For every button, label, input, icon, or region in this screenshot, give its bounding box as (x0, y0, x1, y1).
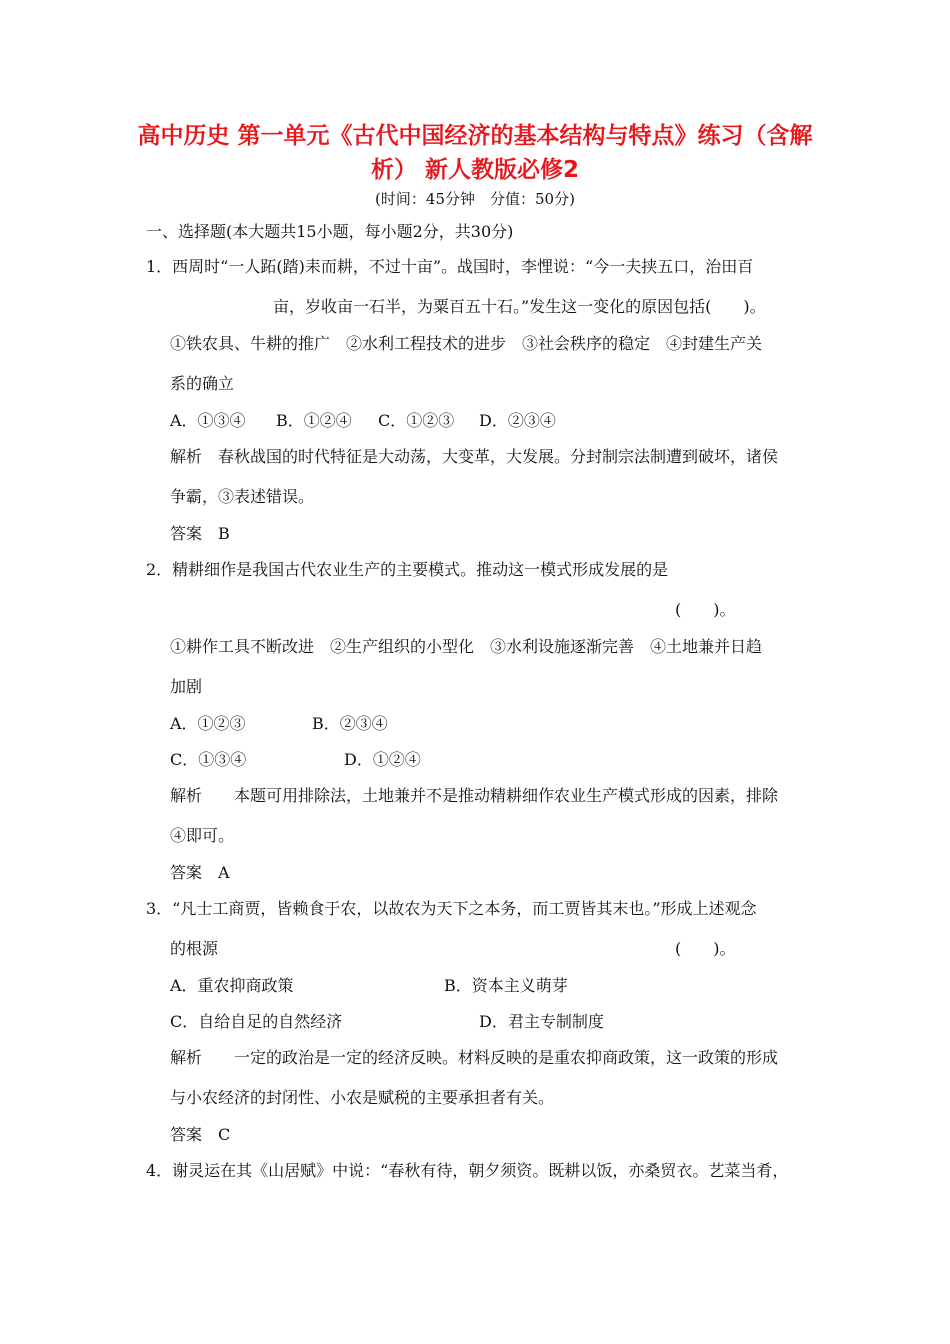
q2-items-line2: 加剧 (170, 677, 203, 696)
q4-stem-line1: 4．谢灵运在其《山居赋》中说：“春秋有待，朝夕须资。既耕以饭，亦桑贸衣。艺菜当肴， (146, 1161, 789, 1180)
q2-items-line1: ①耕作工具不断改进 ②生产组织的小型化 ③水利设施逐渐完善 ④土地兼并日趋 (170, 637, 763, 656)
q1-analysis-line2: 争霸，③表述错误。 (170, 487, 315, 506)
q3-option-d: D．君主专制制度 (479, 1012, 604, 1031)
q1-stem-line2: 亩，岁收亩一石半，为粟百五十石。”发生这一变化的原因包括( )。 (273, 297, 766, 316)
q1-answer: 答案 B (170, 524, 230, 543)
q3-analysis-line2: 与小农经济的封闭性、小农是赋税的主要承担者有关。 (170, 1088, 555, 1107)
q3-stem-paren: ( )。 (675, 939, 736, 958)
q1-option-b: B．①②④ (276, 411, 352, 430)
q2-option-a: A．①②③ (170, 714, 246, 733)
q1-items-line1: ①铁农具、牛耕的推广 ②水利工程技术的进步 ③社会秩序的稳定 ④封建生产关 (170, 334, 763, 353)
q1-items-line2: 系的确立 (170, 374, 235, 393)
q2-option-d: D．①②④ (344, 750, 421, 769)
q2-analysis-line2: ④即可。 (170, 826, 235, 845)
q1-analysis-line1: 解析 春秋战国的时代特征是大动荡，大变革，大发展。分封制宗法制遭到破坏，诸侯 (170, 447, 779, 466)
q1-option-c: C．①②③ (378, 411, 455, 430)
q1-stem-line1: 1．西周时“一人跖(踏)耒而耕，不过十亩”。战国时，李悝说：“今一夫挟五口，治田百 (146, 257, 754, 276)
q3-stem-line1: 3．“凡士工商贾，皆赖食于农，以故农为天下之本务，而工贾皆其末也。”形成上述观念 (146, 899, 757, 918)
q3-stem-line2: 的根源 (170, 939, 219, 958)
q3-option-c: C．自给自足的自然经济 (170, 1012, 343, 1031)
time-score-info: (时间：45分钟 分值：50分) (375, 190, 575, 208)
q3-option-a: A．重农抑商政策 (170, 976, 294, 995)
q2-answer: 答案 A (170, 863, 230, 882)
q1-option-d: D．②③④ (479, 411, 556, 430)
document-title-line2: 析） 新人教版必修2 (370, 157, 579, 183)
q2-stem-paren: ( )。 (675, 600, 736, 619)
q3-answer: 答案 C (170, 1125, 231, 1144)
q1-option-a: A．①③④ (170, 411, 246, 430)
q2-analysis-line1: 解析 本题可用排除法，土地兼并不是推动精耕细作农业生产模式形成的因素，排除 (170, 786, 779, 805)
section-header: 一、选择题(本大题共15小题，每小题2分，共30分) (146, 222, 514, 241)
document-title-line1: 高中历史 第一单元《古代中国经济的基本结构与特点》练习（含解 (137, 123, 813, 149)
q3-option-b: B．资本主义萌芽 (444, 976, 568, 995)
q2-option-c: C．①③④ (170, 750, 247, 769)
q3-analysis-line1: 解析 一定的政治是一定的经济反映。材料反映的是重农抑商政策，这一政策的形成 (170, 1048, 779, 1067)
q2-stem-line1: 2．精耕细作是我国古代农业生产的主要模式。推动这一模式形成发展的是 (146, 560, 669, 579)
q2-option-b: B．②③④ (312, 714, 388, 733)
